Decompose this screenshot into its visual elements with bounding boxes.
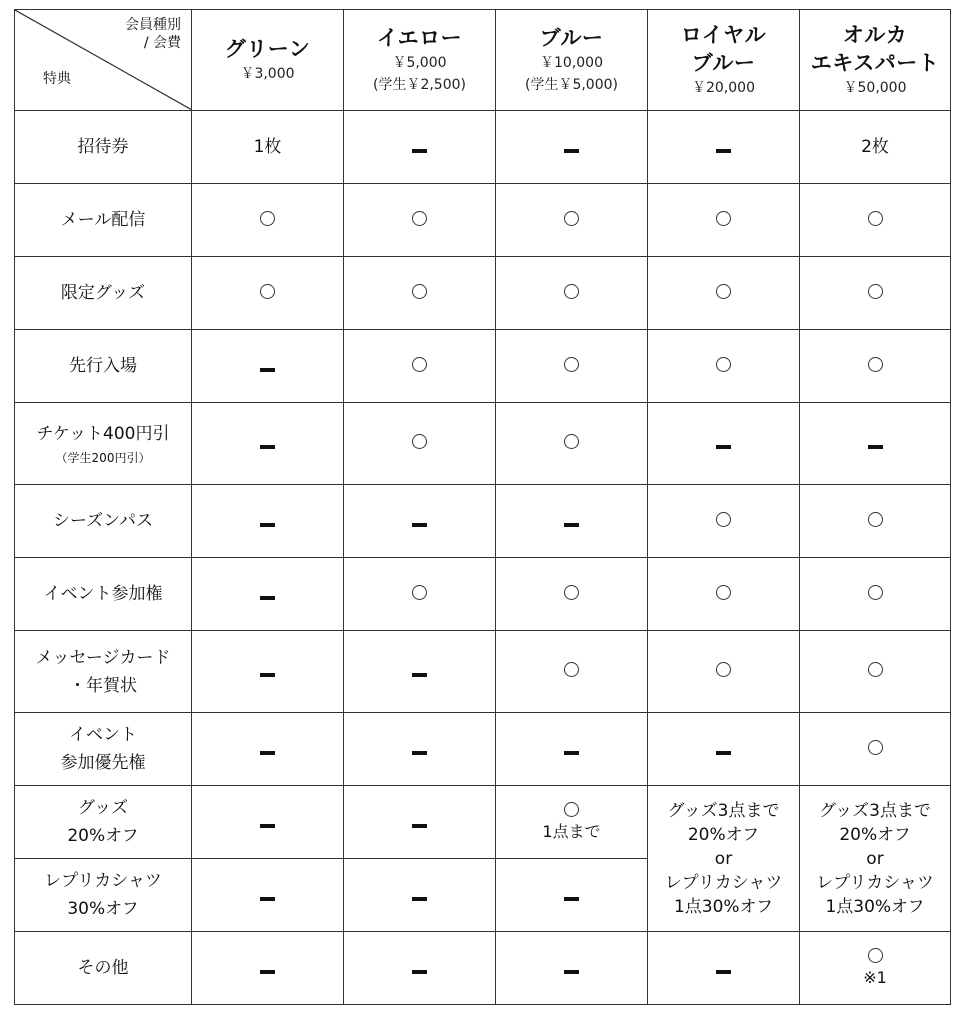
benefit-cell [344, 184, 496, 257]
benefit-cell [496, 713, 648, 786]
benefit-label [15, 257, 192, 330]
benefit-row [15, 932, 951, 1005]
circle-mark [868, 211, 883, 226]
tier-royal-blue [648, 10, 800, 111]
merged-goods-line: or [866, 848, 884, 869]
benefit-cell [648, 111, 800, 184]
benefit-label [15, 932, 192, 1005]
dash-mark [564, 149, 579, 153]
circle-mark [412, 434, 427, 449]
benefit-cell [800, 485, 951, 558]
tier-fee: ￥50,000 [843, 80, 907, 96]
benefit-cell [496, 558, 648, 631]
circle-mark [868, 512, 883, 527]
benefit-cell [344, 631, 496, 713]
merged-goods-cell [648, 786, 800, 932]
benefit-cell [496, 932, 648, 1005]
benefit-row [15, 786, 951, 859]
merged-goods-line: レプリカシャツ [664, 872, 783, 893]
benefit-cell [192, 631, 344, 713]
tier-fee: ￥20,000 [692, 80, 755, 96]
benefit-cell [648, 184, 800, 257]
limit-note: 1点まで [542, 821, 601, 841]
benefit-label-text: 限定グッズ [60, 283, 146, 303]
benefit-cell [344, 257, 496, 330]
dash-mark [716, 149, 731, 153]
benefit-cell [496, 184, 648, 257]
dash-mark [260, 751, 275, 755]
benefit-cell [344, 786, 496, 859]
corner-top-label [125, 16, 181, 52]
dash-mark [412, 824, 427, 828]
benefit-label [15, 403, 192, 485]
benefit-label [15, 558, 192, 631]
tier-green [192, 10, 344, 111]
dash-mark [260, 673, 275, 677]
membership-benefits-table [14, 9, 951, 1005]
dash-mark [260, 368, 275, 372]
tier-fee: ￥10,000 [540, 55, 603, 71]
tier-name: イエロー [376, 26, 463, 50]
circle-mark [716, 585, 731, 600]
dash-mark [564, 970, 579, 974]
benefit-label-text: 先行入場 [69, 356, 137, 376]
benefit-cell [192, 932, 344, 1005]
dash-mark [260, 596, 275, 600]
benefit-label [15, 330, 192, 403]
merged-goods-line: 20%オフ [839, 824, 911, 845]
tier-fee: ￥5,000 [392, 55, 447, 71]
benefit-cell [800, 713, 951, 786]
benefit-cell [192, 330, 344, 403]
tier-blue [496, 10, 648, 111]
benefit-cell [344, 485, 496, 558]
header-row [15, 10, 951, 111]
circle-mark [716, 211, 731, 226]
dash-mark [716, 751, 731, 755]
benefit-label-text: メール配信 [60, 210, 146, 230]
circle-mark [868, 284, 883, 299]
circle-mark [716, 512, 731, 527]
benefit-cell [344, 111, 496, 184]
tier-yellow [344, 10, 496, 111]
circle-mark [564, 211, 579, 226]
benefit-label [15, 631, 192, 713]
circle-mark [412, 357, 427, 372]
benefit-label-text: イベント参加権 [43, 584, 163, 604]
circle-mark [868, 357, 883, 372]
circle-mark [412, 284, 427, 299]
circle-mark [564, 284, 579, 299]
dash-mark [564, 897, 579, 901]
benefit-label-text: レプリカシャツ [44, 871, 162, 891]
merged-goods-line: 1点30%オフ [673, 896, 774, 917]
benefit-cell [496, 786, 648, 859]
circle-mark [564, 357, 579, 372]
benefit-label [15, 184, 192, 257]
benefit-cell [496, 631, 648, 713]
benefit-cell [344, 330, 496, 403]
merged-goods-line: グッズ3点まで [667, 800, 780, 821]
benefit-cell [800, 932, 951, 1005]
benefit-label-text: グッズ [77, 798, 129, 818]
benefit-cell [496, 403, 648, 485]
benefit-cell [648, 631, 800, 713]
benefit-label-text: ・年賀状 [69, 675, 137, 696]
circle-mark [564, 434, 579, 449]
benefit-cell [192, 859, 344, 932]
benefit-label [15, 713, 192, 786]
benefit-label [15, 485, 192, 558]
merged-goods-line: 20%オフ [687, 824, 760, 845]
benefit-cell [192, 485, 344, 558]
footnote-mark: ※1 [863, 967, 887, 987]
tier-fee: ￥3,000 [240, 66, 295, 82]
circle-mark [716, 284, 731, 299]
benefit-row [15, 257, 951, 330]
circle-mark [412, 585, 427, 600]
benefit-label-text: 30%オフ [67, 899, 139, 919]
tier-name: ブルー [539, 26, 604, 50]
circle-mark [868, 740, 883, 755]
benefit-row [15, 330, 951, 403]
benefit-row [15, 111, 951, 184]
circle-mark [260, 211, 275, 226]
benefit-cell [344, 558, 496, 631]
benefit-cell [800, 111, 951, 184]
dash-mark [412, 897, 427, 901]
benefits-label: 特典 [43, 71, 71, 87]
benefit-label-text: その他 [77, 958, 129, 978]
benefit-cell [648, 713, 800, 786]
circle-mark [564, 662, 579, 677]
benefit-cell [344, 403, 496, 485]
benefit-row [15, 403, 951, 485]
circle-mark [868, 662, 883, 677]
benefit-cell [192, 111, 344, 184]
benefit-label-subtext: （学生200円引） [55, 450, 151, 465]
benefit-cell [648, 403, 800, 485]
ticket-count: 1枚 [253, 137, 282, 157]
dash-mark [716, 445, 731, 449]
benefit-cell [800, 330, 951, 403]
dash-mark [260, 824, 275, 828]
circle-mark [412, 211, 427, 226]
benefit-cell [496, 859, 648, 932]
dash-mark [260, 970, 275, 974]
merged-goods-line: グッズ3点まで [819, 800, 931, 821]
circle-mark [716, 662, 731, 677]
tier-name: ロイヤル [680, 23, 767, 47]
benefit-label [15, 859, 192, 932]
circle-mark [564, 802, 579, 817]
benefit-label-text: シーズンパス [53, 511, 153, 531]
benefit-row [15, 184, 951, 257]
dash-mark [260, 523, 275, 527]
membership-type-label: 会員種別 [125, 17, 181, 33]
merged-goods-cell [800, 786, 951, 932]
tier-name: エキスパート [810, 51, 940, 75]
benefit-label [15, 786, 192, 859]
dash-mark [412, 751, 427, 755]
merged-goods-line: 1点30%オフ [825, 896, 925, 917]
circle-mark [868, 585, 883, 600]
benefit-cell [344, 859, 496, 932]
benefit-cell [192, 403, 344, 485]
benefit-cell [496, 257, 648, 330]
benefit-cell [648, 485, 800, 558]
benefit-cell [496, 485, 648, 558]
tier-student-fee: (学生￥5,000) [524, 77, 618, 93]
dash-mark [868, 445, 883, 449]
tier-name: グリーン [224, 37, 311, 61]
benefit-row [15, 485, 951, 558]
benefit-cell [192, 713, 344, 786]
tier-orca-expert [800, 10, 951, 111]
benefit-label-text: 参加優先権 [60, 753, 146, 773]
dash-mark [412, 149, 427, 153]
benefit-cell [800, 631, 951, 713]
corner-cell [15, 10, 192, 111]
dash-mark [564, 523, 579, 527]
benefit-row [15, 631, 951, 713]
benefit-cell [800, 558, 951, 631]
tier-student-fee: (学生￥2,500) [372, 77, 466, 93]
dash-mark [412, 970, 427, 974]
benefit-cell [192, 257, 344, 330]
benefit-cell [648, 558, 800, 631]
dash-mark [260, 445, 275, 449]
merged-goods-line: or [714, 848, 733, 869]
ticket-count: 2枚 [861, 137, 889, 157]
benefit-cell [496, 330, 648, 403]
benefit-cell [344, 932, 496, 1005]
benefit-cell [648, 257, 800, 330]
benefit-cell [648, 330, 800, 403]
dash-mark [260, 897, 275, 901]
benefit-label-text: メッセージカード [35, 647, 171, 668]
benefit-label-text: 招待券 [77, 137, 129, 157]
benefit-label-text: イベント [69, 725, 137, 745]
benefit-label-text: チケット400円引 [36, 423, 170, 444]
benefit-cell [648, 932, 800, 1005]
circle-mark [564, 585, 579, 600]
tier-name: オルカ [842, 23, 908, 47]
dash-mark [716, 970, 731, 974]
benefit-cell [800, 184, 951, 257]
benefit-cell [496, 111, 648, 184]
benefit-cell [344, 713, 496, 786]
circle-mark [716, 357, 731, 372]
benefit-cell [800, 403, 951, 485]
benefit-label [15, 111, 192, 184]
merged-goods-line: レプリカシャツ [816, 872, 934, 893]
dash-mark [564, 751, 579, 755]
benefit-cell [192, 786, 344, 859]
benefit-cell [192, 558, 344, 631]
benefit-cell [800, 257, 951, 330]
benefit-row [15, 713, 951, 786]
circle-mark [868, 948, 883, 963]
benefit-row [15, 558, 951, 631]
circle-mark [260, 284, 275, 299]
benefit-cell [192, 184, 344, 257]
dash-mark [412, 523, 427, 527]
benefit-label-text: 20%オフ [67, 826, 139, 846]
fee-label: / 会費 [143, 35, 181, 51]
tier-name: ブルー [691, 51, 756, 75]
dash-mark [412, 673, 427, 677]
